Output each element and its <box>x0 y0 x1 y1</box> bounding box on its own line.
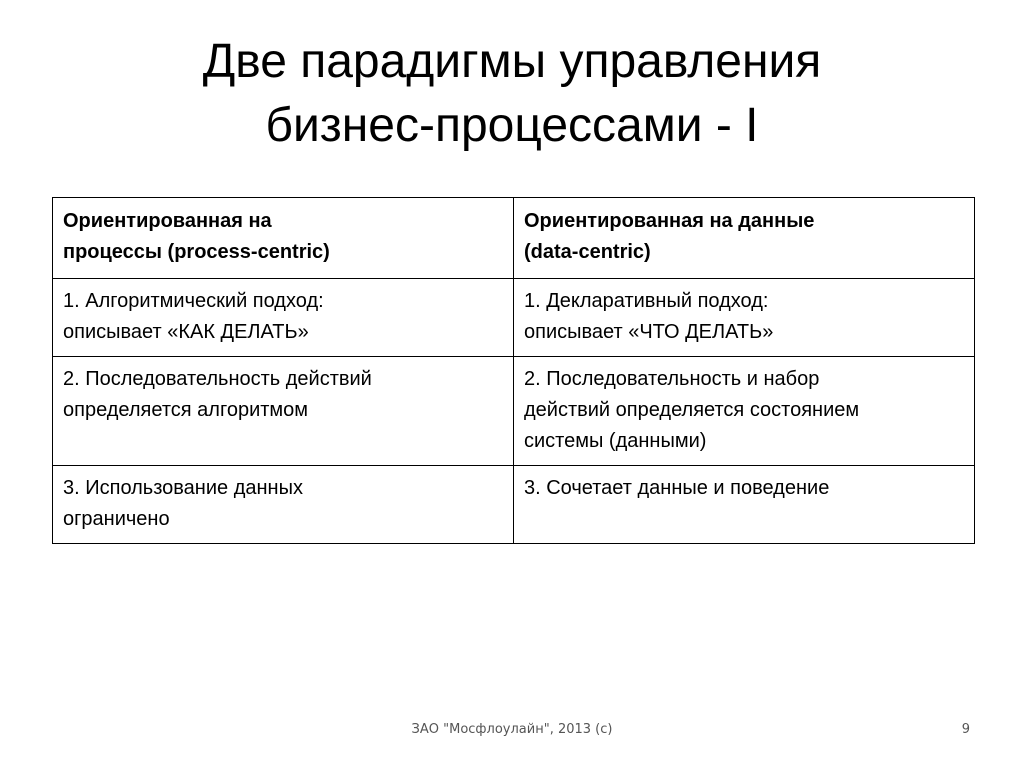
header-process-centric <box>53 198 514 279</box>
header-data-centric <box>514 198 975 279</box>
table-cell-process <box>53 279 514 357</box>
cell-line: 3. Сочетает данные и поведение <box>524 477 830 499</box>
table-cell-data <box>514 279 975 357</box>
slide-title-line-2: бизнес-процессами - I <box>265 99 759 152</box>
table-cell-data <box>514 357 975 466</box>
table-row <box>53 279 975 357</box>
cell-line: 3. Использование данных <box>63 477 303 499</box>
cell-line: 2. Последовательность действий <box>63 368 372 390</box>
slide-title-line-1: Две парадигмы управления <box>202 35 822 88</box>
comparison-table <box>52 197 975 544</box>
cell-line: описывает «КАК ДЕЛАТЬ» <box>63 321 309 343</box>
table-header-row <box>53 198 975 279</box>
cell-line: 2. Последовательность и набор <box>524 368 820 390</box>
cell-line: определяется алгоритмом <box>63 399 309 421</box>
table-cell-data <box>514 466 975 544</box>
cell-line: действий определяется состоянием <box>524 399 860 421</box>
header-data-centric-line-2: (data-centric) <box>524 241 651 263</box>
header-process-centric-line-1: Ориентированная на <box>63 210 272 232</box>
cell-line: 1. Декларативный подход: <box>524 290 769 312</box>
cell-line: системы (данными) <box>524 430 707 452</box>
table-cell-process <box>53 357 514 466</box>
slide-footer: ЗАО "Мосфлоулайн", 2013 (с) <box>411 722 613 737</box>
table-cell-process <box>53 466 514 544</box>
cell-line: описывает «ЧТО ДЕЛАТЬ» <box>524 321 774 343</box>
page-number: 9 <box>961 722 970 737</box>
slide-title <box>0 30 1024 158</box>
table-row <box>53 357 975 466</box>
cell-line: 1. Алгоритмический подход: <box>63 290 324 312</box>
table-row <box>53 466 975 544</box>
header-process-centric-line-2: процессы (process-centric) <box>63 241 330 263</box>
header-data-centric-line-1: Ориентированная на данные <box>524 210 815 232</box>
cell-line: ограничено <box>63 508 170 530</box>
